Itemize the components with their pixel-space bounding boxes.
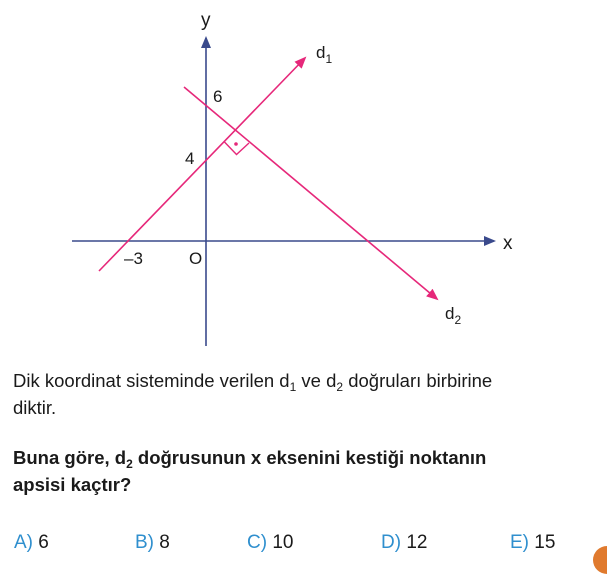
question-prompt [13, 444, 607, 498]
d1-letter: d [316, 43, 326, 62]
question-stem [13, 367, 607, 421]
stem-sub-2: 2 [336, 380, 344, 394]
option-a-value: 6 [38, 532, 49, 553]
tick-label-4: 4 [185, 149, 195, 168]
d2-letter: d [445, 304, 455, 323]
tick-label-neg3: –3 [124, 249, 143, 268]
stem-text-3: doğruları birbirine [343, 370, 493, 391]
d2-label [445, 304, 461, 327]
question-line-2: apsisi kaçtır? [13, 474, 132, 495]
answer-options [0, 532, 607, 560]
y-axis-label: y [201, 10, 211, 31]
question-sub-1: 2 [126, 457, 133, 471]
option-d[interactable] [381, 532, 427, 554]
stem-text-1: Dik koordinat sisteminde verilen d [13, 370, 290, 391]
option-c-value: 10 [272, 532, 294, 553]
question-text-2: doğrusunun x eksenini kestiği noktanın [132, 447, 487, 468]
option-a[interactable] [14, 532, 49, 554]
stem-sub-1: 1 [289, 380, 297, 394]
option-d-letter: D) [381, 532, 402, 553]
right-angle-dot [234, 142, 238, 146]
stem-line-1 [13, 367, 607, 394]
question-line-1 [13, 444, 607, 471]
option-e-letter: E) [510, 532, 529, 553]
option-e[interactable] [510, 532, 555, 554]
option-c[interactable] [247, 532, 293, 554]
x-axis-label: x [503, 233, 513, 254]
option-b-value: 8 [159, 532, 170, 553]
tick-label-6: 6 [213, 87, 223, 106]
d1-subscript: 1 [325, 52, 333, 66]
d1-label [316, 43, 332, 66]
option-d-value: 12 [406, 532, 428, 553]
option-b[interactable] [135, 532, 170, 554]
line-d1 [99, 58, 305, 271]
stem-line-2: diktir. [13, 397, 57, 418]
question-text-1: Buna göre, d [13, 447, 127, 468]
origin-label: O [189, 249, 203, 268]
option-b-letter: B) [135, 532, 154, 553]
option-a-letter: A) [14, 532, 33, 553]
option-e-value: 15 [534, 532, 556, 553]
corner-decoration [593, 546, 607, 574]
d2-subscript: 2 [454, 313, 462, 327]
line-d2 [184, 87, 437, 299]
stem-text-2: ve d [296, 370, 337, 391]
option-c-letter: C) [247, 532, 268, 553]
